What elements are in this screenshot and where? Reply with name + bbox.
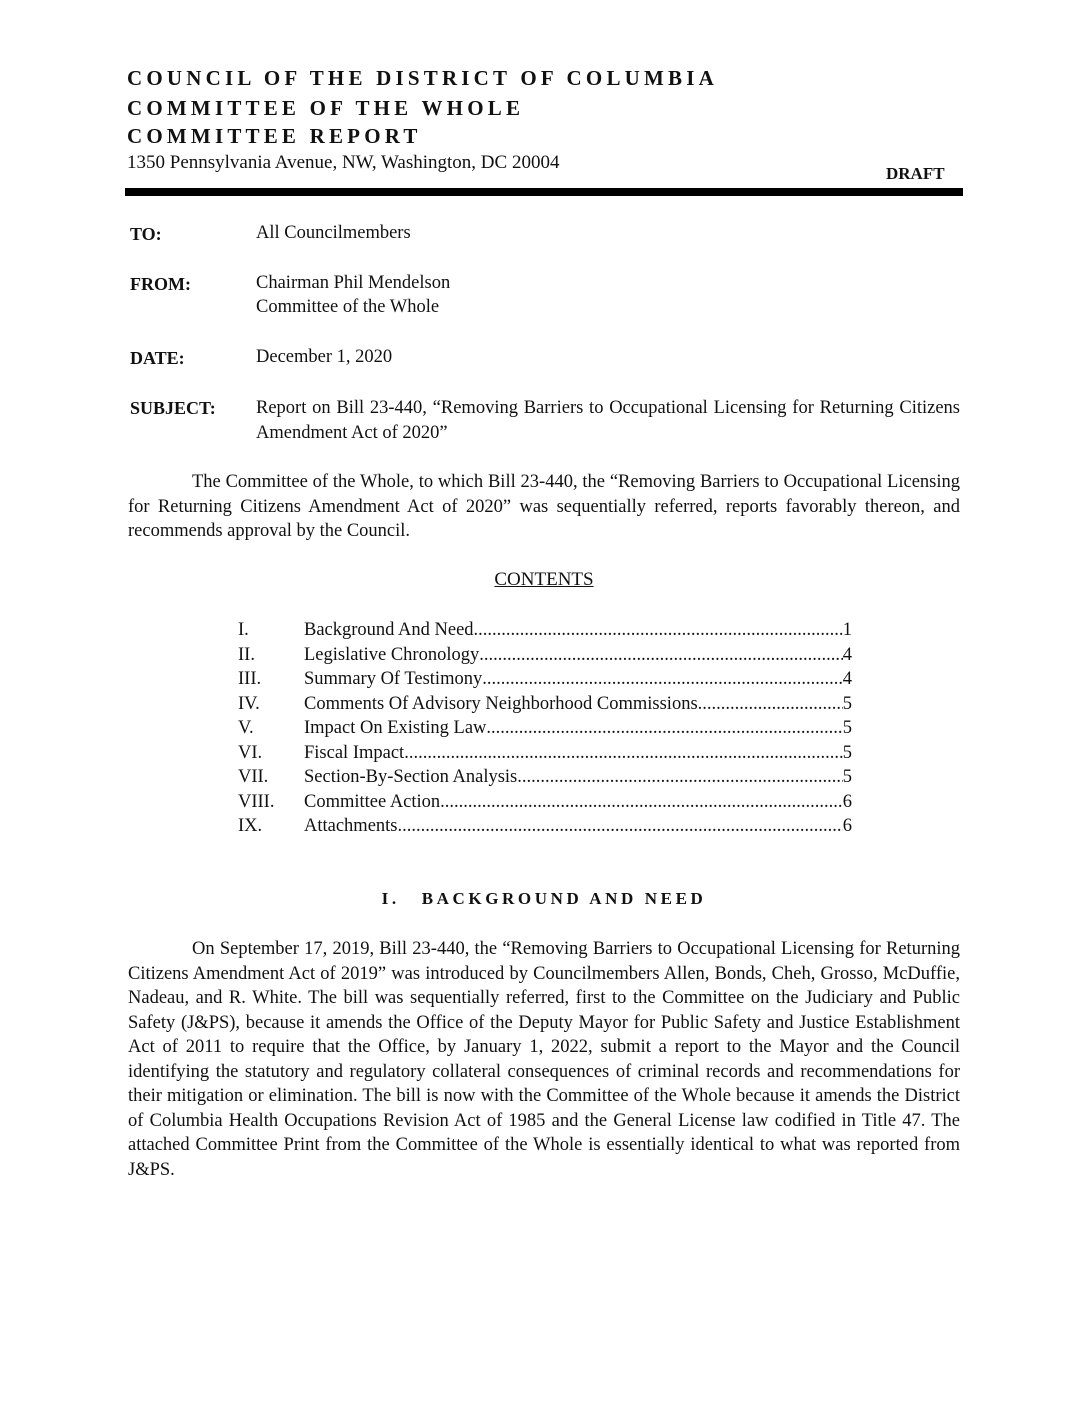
toc-leader	[440, 792, 843, 813]
toc-item-page: 4	[842, 644, 852, 665]
toc-item-number: VIII.	[238, 791, 275, 812]
memo-subject-value: Report on Bill 23-440, “Removing Barriers to Occupational Licensing for Returning Citizens Amendment Act of 2020”	[256, 398, 960, 443]
toc-leader	[479, 645, 843, 666]
toc-item-title: Attachments	[304, 816, 398, 836]
memo-to-label: TO:	[130, 224, 162, 244]
toc-item-title: Summary Of Testimony	[304, 669, 483, 689]
toc-item-title: Background And Need	[304, 620, 474, 640]
toc-item-page: 4	[842, 669, 852, 689]
header-address: 1350 Pennsylvania Avenue, NW, Washington, DC 20004	[127, 152, 560, 173]
toc-leader	[474, 620, 843, 641]
toc-item-title: Legislative Chronology	[304, 644, 480, 665]
toc-item-number: IX.	[238, 816, 263, 836]
toc-item	[238, 694, 852, 719]
memo-date-value: December 1, 2020	[256, 347, 393, 367]
background-paragraph: On September 17, 2019, Bill 23-440, the “Removing Barriers to Occupational Licensing for Returning Citizens Amendment Act of 2019” was introduced by Councilmembers Allen, Bonds, Cheh, Grosso, McDuffie, Nadeau, and R. White. The bill was sequentially referred, first to the Committee on the Judiciary and Public Safety (J&PS), because it amends the Office of the Deputy Mayor for Public Safety and Justice Establishment Act of 2011 to require that the Office, by January 1, 2022, submit a report to the Mayor and the Council identifying the statutory and regulatory collateral consequences of criminal records and recommendations for their mitigation or elimination. The bill is now with the Committee of the Whole because it amends the District of Columbia Health Occupations Revision Act of 1985 and the General License law codified in Title 47. The attached Committee Print from the Committee of the Whole is essentially identical to what was reported from J&PS.	[128, 939, 960, 1180]
memo-to-value: All Councilmembers	[256, 223, 411, 243]
toc-item-number: III.	[238, 669, 262, 689]
toc-item-title: Fiscal Impact	[304, 742, 405, 763]
toc-item-page: 5	[842, 693, 852, 714]
header-rule	[125, 188, 963, 196]
memo-date-label: DATE:	[130, 348, 185, 368]
toc-item-number: VI.	[238, 742, 263, 763]
toc-item	[238, 669, 852, 694]
toc-leader	[698, 694, 843, 715]
memo-from-line1: Chairman Phil Mendelson	[256, 273, 451, 293]
toc-leader	[398, 816, 843, 837]
toc-item-page: 5	[842, 767, 852, 787]
memo-from-line2: Committee of the Whole	[256, 297, 440, 317]
toc-item-number: IV.	[238, 693, 260, 714]
toc-item	[238, 792, 852, 817]
memo-subject-label: SUBJECT:	[130, 398, 216, 418]
toc-item-page: 6	[842, 816, 852, 836]
toc-item	[238, 620, 852, 645]
toc-item	[238, 767, 852, 792]
toc-item-page: 5	[842, 742, 852, 763]
header-council-name: COUNCIL OF THE DISTRICT OF COLUMBIA	[127, 66, 718, 90]
toc-item-page: 6	[842, 791, 852, 812]
header-report-type: COMMITTEE REPORT	[127, 124, 422, 148]
toc-item-page: 1	[842, 620, 852, 640]
draft-label: DRAFT	[886, 164, 945, 183]
toc-leader	[517, 767, 843, 788]
toc-item	[238, 816, 852, 841]
toc-item	[238, 645, 852, 670]
section-number: I.	[381, 889, 400, 908]
contents-title: CONTENTS	[494, 569, 594, 590]
section-heading	[0, 889, 1088, 909]
intro-paragraph: The Committee of the Whole, to which Bill 23-440, the “Removing Barriers to Occupational Licensing for Returning Citizens Amendment Act of 2020” was sequentially referred, reports favorably thereon, and recommends approval by the Council.	[128, 472, 960, 541]
toc-item-title: Comments Of Advisory Neighborhood Commissions	[304, 693, 698, 714]
toc-item-title: Impact On Existing Law	[304, 718, 487, 738]
toc-item-page: 5	[842, 718, 852, 738]
toc-leader	[486, 718, 842, 739]
header-committee-name: COMMITTEE OF THE WHOLE	[127, 96, 525, 120]
toc-item-number: I.	[238, 620, 249, 640]
toc-item-title: Section-By-Section Analysis	[304, 767, 518, 787]
section-title: BACKGROUND AND NEED	[421, 889, 707, 908]
toc-item	[238, 743, 852, 768]
toc-leader	[404, 743, 843, 764]
memo-from-label: FROM:	[130, 274, 191, 294]
toc-item-number: V.	[238, 718, 254, 738]
toc-leader	[482, 669, 843, 690]
toc-item-title: Committee Action	[304, 791, 441, 812]
toc-item	[238, 718, 852, 743]
toc-item-number: VII.	[238, 767, 269, 787]
toc-item-number: II.	[238, 644, 255, 665]
